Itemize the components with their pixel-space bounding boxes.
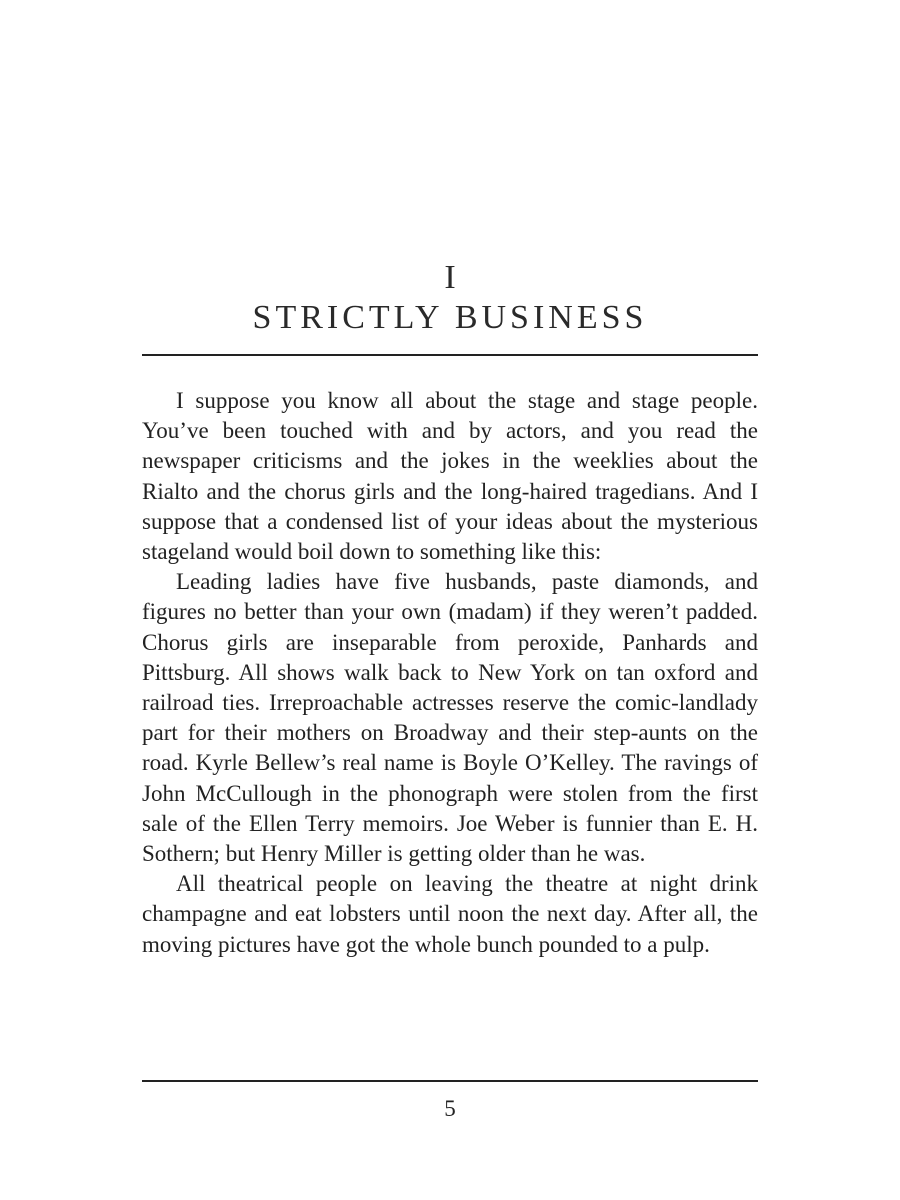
paragraph: I suppose you know all about the stage and stage people. You’ve been touched with and by actors, and you read the newspaper criticisms and the jokes in the weeklies about the Rialto and the chorus girls and the long-haired tragedians. And I suppose that a condensed list of your ideas about the mysterious stageland would boil down to something like this: xyxy=(142,388,758,565)
chapter-body xyxy=(142,386,758,960)
header-rule xyxy=(142,354,758,356)
chapter-title: STRICTLY BUSINESS xyxy=(252,299,648,336)
paragraph: All theatrical people on leaving the theatre at night drink champagne and eat lobsters until noon the next day. After all, the moving pictures have got the whole bunch pounded to a pulp. xyxy=(142,871,758,957)
paragraph: Leading ladies have five husbands, paste diamonds, and figures no better than your own (madam) if they weren’t padded. Chorus girls are inseparable from peroxide, Panhards and Pittsburg. All shows walk back to New York on tan oxford and railroad ties. Irreproachable actresses reserve the comic-landlady part for their mothers on Broadway and their step-aunts on the road. Kyrle Bellew’s real name is Boyle O’Kelley. The ravings of John McCullough in the phonograph were stolen from the first sale of the Ellen Terry memoirs. Joe Weber is funnier than E. H. Sothern; but Henry Miller is getting older than he was. xyxy=(142,569,758,867)
page-number: 5 xyxy=(444,1096,456,1121)
footer-rule xyxy=(142,1080,758,1082)
chapter-number: I xyxy=(444,259,456,296)
